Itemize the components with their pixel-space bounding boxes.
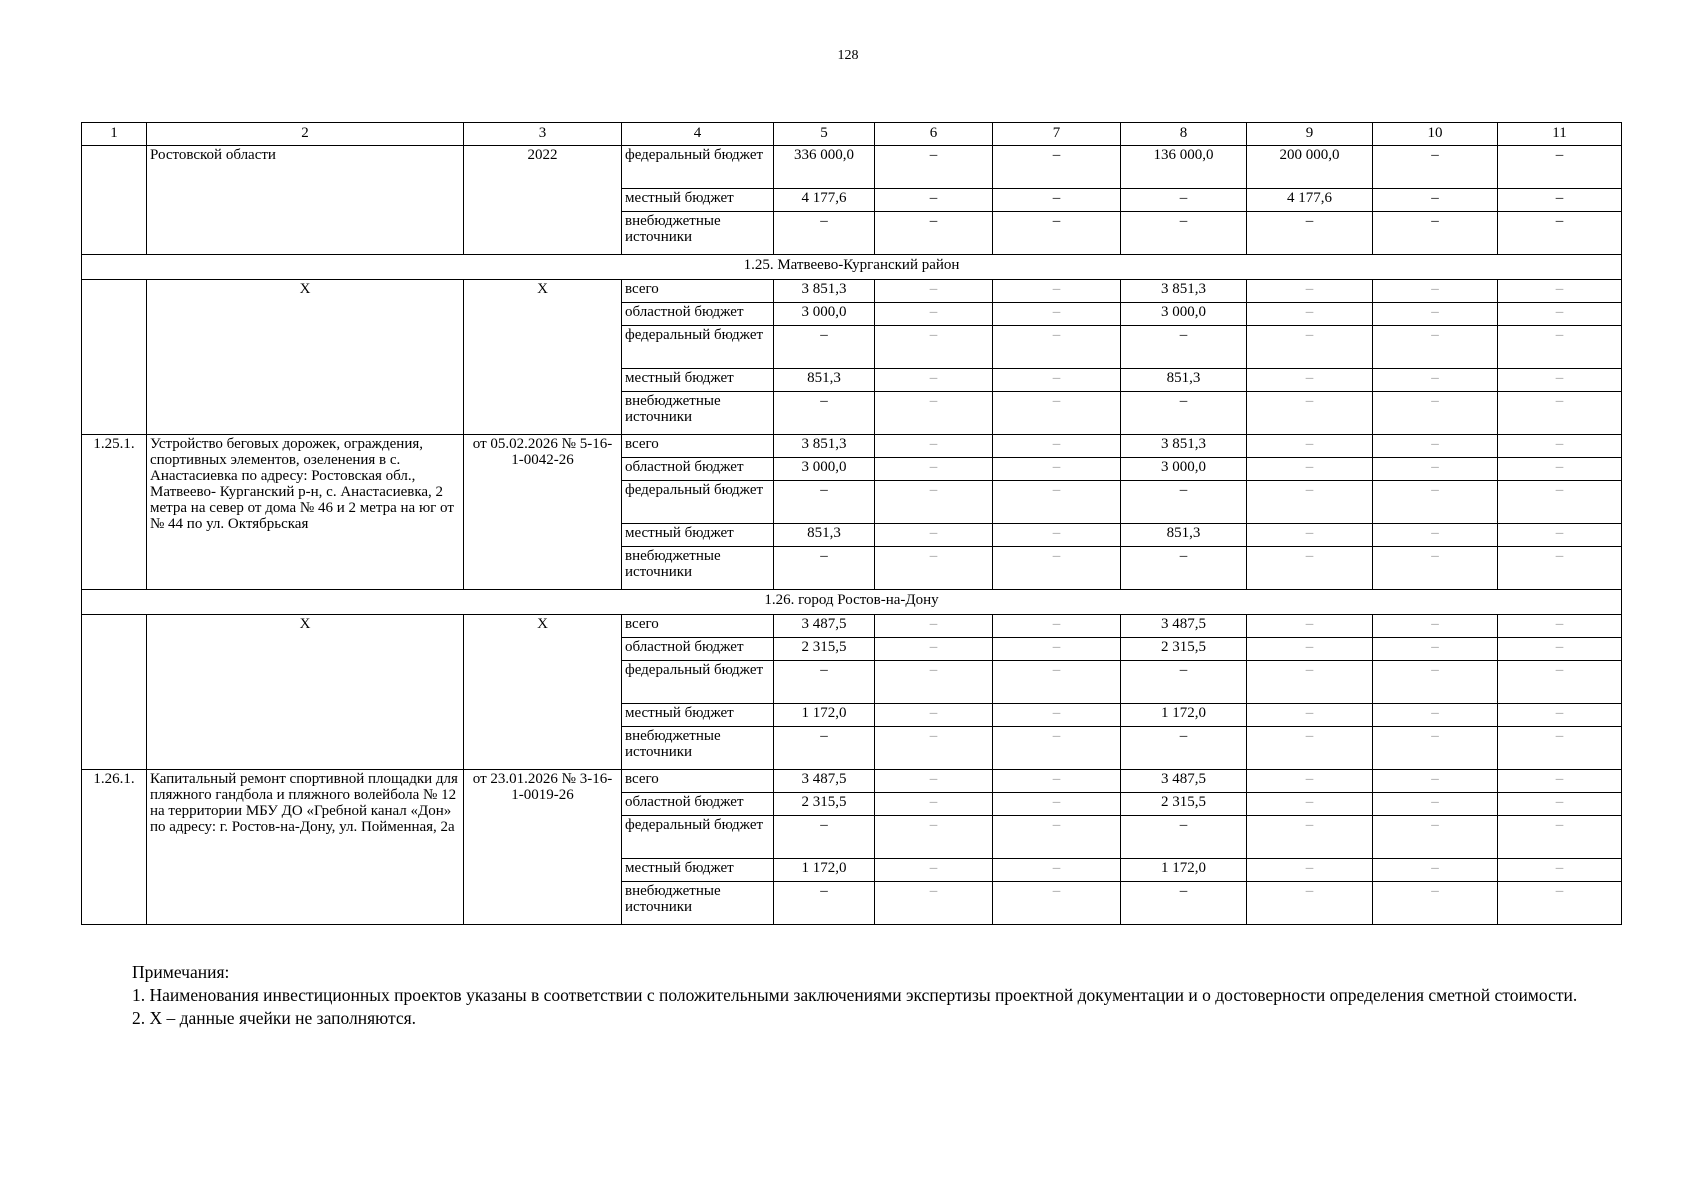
value-cell: – <box>1498 882 1622 925</box>
funding-source: областной бюджет <box>622 458 774 481</box>
value-cell: 1 172,0 <box>774 704 875 727</box>
value-cell: – <box>1247 524 1373 547</box>
value-cell: – <box>1373 481 1498 524</box>
value-cell: – <box>1498 369 1622 392</box>
value-cell: – <box>1373 882 1498 925</box>
value-cell: – <box>774 816 875 859</box>
value-cell: – <box>875 280 993 303</box>
column-header: 3 <box>464 123 622 146</box>
notes <box>81 961 1621 1030</box>
column-header: 4 <box>622 123 774 146</box>
value-cell: – <box>1121 727 1247 770</box>
project-doc: от 05.02.2026 № 5-16-1-0042-26 <box>464 435 622 590</box>
value-cell: – <box>875 793 993 816</box>
value-cell: – <box>875 189 993 212</box>
project-name: Капитальный ремонт спортивной площадки для пляжного гандбола и пляжного волейбола № 12 на территории МБУ ДО «Гребной канал «Дон» по адресу: г. Ростов-на-Дону, ул. Пойменная, 2а <box>147 770 464 925</box>
value-cell: – <box>1247 326 1373 369</box>
project-number: 1.26.1. <box>82 770 147 925</box>
funding-source: федеральный бюджет <box>622 661 774 704</box>
value-cell: 200 000,0 <box>1247 146 1373 189</box>
value-cell: – <box>774 727 875 770</box>
value-cell: – <box>1498 481 1622 524</box>
summary-doc: Х <box>464 615 622 770</box>
value-cell: 3 851,3 <box>1121 280 1247 303</box>
funding-source: внебюджетные источники <box>622 547 774 590</box>
value-cell: 4 177,6 <box>1247 189 1373 212</box>
value-cell: – <box>993 392 1121 435</box>
value-cell: – <box>1247 770 1373 793</box>
value-cell: – <box>1373 212 1498 255</box>
value-cell: – <box>1247 882 1373 925</box>
funding-source: местный бюджет <box>622 524 774 547</box>
section-title: 1.26. город Ростов-на-Дону <box>82 590 1622 615</box>
value-cell: – <box>1247 435 1373 458</box>
value-cell: – <box>875 524 993 547</box>
value-cell: 1 172,0 <box>1121 859 1247 882</box>
summary-doc: Х <box>464 280 622 435</box>
value-cell: – <box>1121 326 1247 369</box>
summary-name: Х <box>147 280 464 435</box>
column-header: 5 <box>774 123 875 146</box>
value-cell: – <box>1373 547 1498 590</box>
value-cell: – <box>875 547 993 590</box>
value-cell: – <box>993 146 1121 189</box>
note-item: 1. Наименования инвестиционных проектов указаны в соответствии с положительными заключениями экспертизы проектной документации и о достоверности определения сметной стоимости. <box>132 985 1578 1005</box>
value-cell: – <box>875 770 993 793</box>
value-cell: – <box>993 189 1121 212</box>
value-cell: – <box>1498 212 1622 255</box>
value-cell: – <box>993 770 1121 793</box>
value-cell: – <box>1373 816 1498 859</box>
value-cell: – <box>875 326 993 369</box>
funding-source: федеральный бюджет <box>622 326 774 369</box>
value-cell: 2 315,5 <box>774 638 875 661</box>
value-cell: – <box>875 638 993 661</box>
value-cell: – <box>993 727 1121 770</box>
value-cell: – <box>1498 392 1622 435</box>
value-cell: 3 000,0 <box>774 303 875 326</box>
value-cell: – <box>1247 481 1373 524</box>
value-cell: – <box>1373 727 1498 770</box>
value-cell: – <box>993 615 1121 638</box>
table-row <box>82 280 1622 303</box>
column-header: 9 <box>1247 123 1373 146</box>
value-cell: 3 851,3 <box>774 280 875 303</box>
value-cell: – <box>875 303 993 326</box>
value-cell: 2 315,5 <box>1121 793 1247 816</box>
value-cell: – <box>1247 638 1373 661</box>
value-cell: – <box>1247 280 1373 303</box>
value-cell: – <box>993 369 1121 392</box>
value-cell: – <box>993 793 1121 816</box>
value-cell: – <box>875 146 993 189</box>
value-cell: – <box>774 212 875 255</box>
value-cell: – <box>875 704 993 727</box>
value-cell: – <box>875 481 993 524</box>
value-cell: – <box>1373 859 1498 882</box>
table-row <box>82 615 1622 638</box>
value-cell: – <box>993 458 1121 481</box>
value-cell: – <box>774 661 875 704</box>
funding-source: всего <box>622 770 774 793</box>
value-cell: 1 172,0 <box>1121 704 1247 727</box>
section-row <box>82 590 1622 615</box>
value-cell: – <box>1247 392 1373 435</box>
table-row <box>82 435 1622 458</box>
value-cell: – <box>1373 524 1498 547</box>
value-cell: 3 487,5 <box>774 770 875 793</box>
value-cell: 851,3 <box>1121 369 1247 392</box>
value-cell: 3 487,5 <box>1121 615 1247 638</box>
value-cell: – <box>1121 547 1247 590</box>
value-cell: – <box>1121 392 1247 435</box>
funding-source: внебюджетные источники <box>622 727 774 770</box>
value-cell: – <box>875 859 993 882</box>
value-cell: – <box>875 435 993 458</box>
value-cell: – <box>993 547 1121 590</box>
funding-source: областной бюджет <box>622 793 774 816</box>
value-cell: – <box>774 392 875 435</box>
value-cell: – <box>875 727 993 770</box>
funding-source: внебюджетные источники <box>622 882 774 925</box>
table-row <box>82 770 1622 793</box>
column-header: 2 <box>147 123 464 146</box>
value-cell: – <box>1247 212 1373 255</box>
value-cell: 336 000,0 <box>774 146 875 189</box>
value-cell: – <box>1373 704 1498 727</box>
column-header: 11 <box>1498 123 1622 146</box>
value-cell: – <box>1373 146 1498 189</box>
value-cell: – <box>1498 638 1622 661</box>
value-cell: – <box>1498 524 1622 547</box>
value-cell: – <box>993 481 1121 524</box>
column-header: 7 <box>993 123 1121 146</box>
value-cell: – <box>1373 392 1498 435</box>
value-cell: – <box>1498 547 1622 590</box>
project-year: 2022 <box>464 146 622 255</box>
value-cell: – <box>1247 859 1373 882</box>
value-cell: – <box>1498 727 1622 770</box>
value-cell: – <box>993 661 1121 704</box>
value-cell: – <box>1121 212 1247 255</box>
value-cell: – <box>1247 816 1373 859</box>
funding-source: внебюджетные источники <box>622 392 774 435</box>
funding-source: федеральный бюджет <box>622 816 774 859</box>
value-cell: – <box>1498 146 1622 189</box>
value-cell: 3 000,0 <box>774 458 875 481</box>
value-cell: – <box>1498 816 1622 859</box>
value-cell: 3 000,0 <box>1121 303 1247 326</box>
value-cell: 136 000,0 <box>1121 146 1247 189</box>
value-cell: – <box>1247 369 1373 392</box>
value-cell: – <box>1373 326 1498 369</box>
value-cell: – <box>1498 458 1622 481</box>
value-cell: 851,3 <box>774 524 875 547</box>
value-cell: – <box>875 882 993 925</box>
row-number-cell <box>82 280 147 435</box>
column-header: 6 <box>875 123 993 146</box>
value-cell: – <box>875 816 993 859</box>
value-cell: – <box>1498 280 1622 303</box>
project-name: Ростовской области <box>147 146 464 255</box>
value-cell: – <box>774 326 875 369</box>
value-cell: – <box>1498 326 1622 369</box>
value-cell: – <box>993 435 1121 458</box>
project-doc: от 23.01.2026 № 3-16-1-0019-26 <box>464 770 622 925</box>
value-cell: – <box>993 212 1121 255</box>
value-cell: – <box>1373 458 1498 481</box>
value-cell: – <box>774 547 875 590</box>
funding-source: областной бюджет <box>622 638 774 661</box>
value-cell: – <box>993 704 1121 727</box>
value-cell: 4 177,6 <box>774 189 875 212</box>
column-header: 1 <box>82 123 147 146</box>
funding-source: местный бюджет <box>622 859 774 882</box>
value-cell: – <box>1373 280 1498 303</box>
value-cell: 2 315,5 <box>774 793 875 816</box>
value-cell: 1 172,0 <box>774 859 875 882</box>
value-cell: 3 851,3 <box>774 435 875 458</box>
value-cell: – <box>1247 615 1373 638</box>
value-cell: – <box>1247 547 1373 590</box>
value-cell: 851,3 <box>774 369 875 392</box>
page-number: 128 <box>837 48 859 63</box>
value-cell: – <box>1247 727 1373 770</box>
value-cell: – <box>993 280 1121 303</box>
value-cell: – <box>1498 303 1622 326</box>
value-cell: – <box>875 615 993 638</box>
value-cell: – <box>1247 704 1373 727</box>
value-cell: – <box>1373 615 1498 638</box>
value-cell: – <box>1373 303 1498 326</box>
funding-source: всего <box>622 280 774 303</box>
column-header: 10 <box>1373 123 1498 146</box>
funding-source: местный бюджет <box>622 369 774 392</box>
funding-source: всего <box>622 615 774 638</box>
value-cell: – <box>1247 303 1373 326</box>
value-cell: – <box>1373 793 1498 816</box>
value-cell: – <box>1498 189 1622 212</box>
value-cell: – <box>993 816 1121 859</box>
value-cell: – <box>1121 481 1247 524</box>
value-cell: – <box>1373 638 1498 661</box>
value-cell: – <box>875 212 993 255</box>
value-cell: – <box>1373 770 1498 793</box>
section-title: 1.25. Матвеево-Курганский район <box>82 255 1622 280</box>
value-cell: – <box>774 882 875 925</box>
header-row <box>82 123 1622 146</box>
value-cell: 2 315,5 <box>1121 638 1247 661</box>
column-header: 8 <box>1121 123 1247 146</box>
funding-source: местный бюджет <box>622 189 774 212</box>
value-cell: – <box>1247 793 1373 816</box>
value-cell: – <box>1373 435 1498 458</box>
value-cell: – <box>1121 882 1247 925</box>
project-number: 1.25.1. <box>82 435 147 590</box>
value-cell: 851,3 <box>1121 524 1247 547</box>
value-cell: – <box>993 859 1121 882</box>
funding-source: федеральный бюджет <box>622 481 774 524</box>
value-cell: – <box>1498 770 1622 793</box>
project-name: Устройство беговых дорожек, ограждения, спортивных элементов, озеленения в с. Анастасиевка по адресу: Ростовская обл., Матвеево- Курганский р-н, с. Анастасиевка, 2 метра на север от дома № 46 и 2 метра на юг от № 44 по ул. Октябрьская <box>147 435 464 590</box>
funding-source: областной бюджет <box>622 303 774 326</box>
section-row <box>82 255 1622 280</box>
value-cell: – <box>875 392 993 435</box>
value-cell: – <box>1247 458 1373 481</box>
value-cell: – <box>1121 661 1247 704</box>
investment-table <box>81 122 1622 925</box>
value-cell: – <box>1498 615 1622 638</box>
notes-title: Примечания: <box>132 962 230 982</box>
value-cell: – <box>993 303 1121 326</box>
value-cell: – <box>875 369 993 392</box>
value-cell: – <box>1498 661 1622 704</box>
value-cell: – <box>1373 661 1498 704</box>
value-cell: – <box>1373 189 1498 212</box>
row-number-cell <box>82 146 147 255</box>
funding-source: федеральный бюджет <box>622 146 774 189</box>
value-cell: 3 487,5 <box>1121 770 1247 793</box>
value-cell: – <box>1498 704 1622 727</box>
summary-name: Х <box>147 615 464 770</box>
table-row <box>82 146 1622 189</box>
funding-source: внебюджетные источники <box>622 212 774 255</box>
value-cell: – <box>993 326 1121 369</box>
value-cell: – <box>1498 435 1622 458</box>
value-cell: – <box>875 661 993 704</box>
value-cell: – <box>1247 661 1373 704</box>
row-number-cell <box>82 615 147 770</box>
funding-source: всего <box>622 435 774 458</box>
value-cell: – <box>875 458 993 481</box>
value-cell: – <box>1498 859 1622 882</box>
value-cell: 3 851,3 <box>1121 435 1247 458</box>
value-cell: – <box>774 481 875 524</box>
value-cell: – <box>993 882 1121 925</box>
value-cell: 3 487,5 <box>774 615 875 638</box>
funding-source: местный бюджет <box>622 704 774 727</box>
value-cell: – <box>1498 793 1622 816</box>
note-item: 2. Х – данные ячейки не заполняются. <box>132 1008 417 1028</box>
value-cell: 3 000,0 <box>1121 458 1247 481</box>
value-cell: – <box>1121 189 1247 212</box>
value-cell: – <box>1373 369 1498 392</box>
value-cell: – <box>993 638 1121 661</box>
value-cell: – <box>993 524 1121 547</box>
value-cell: – <box>1121 816 1247 859</box>
